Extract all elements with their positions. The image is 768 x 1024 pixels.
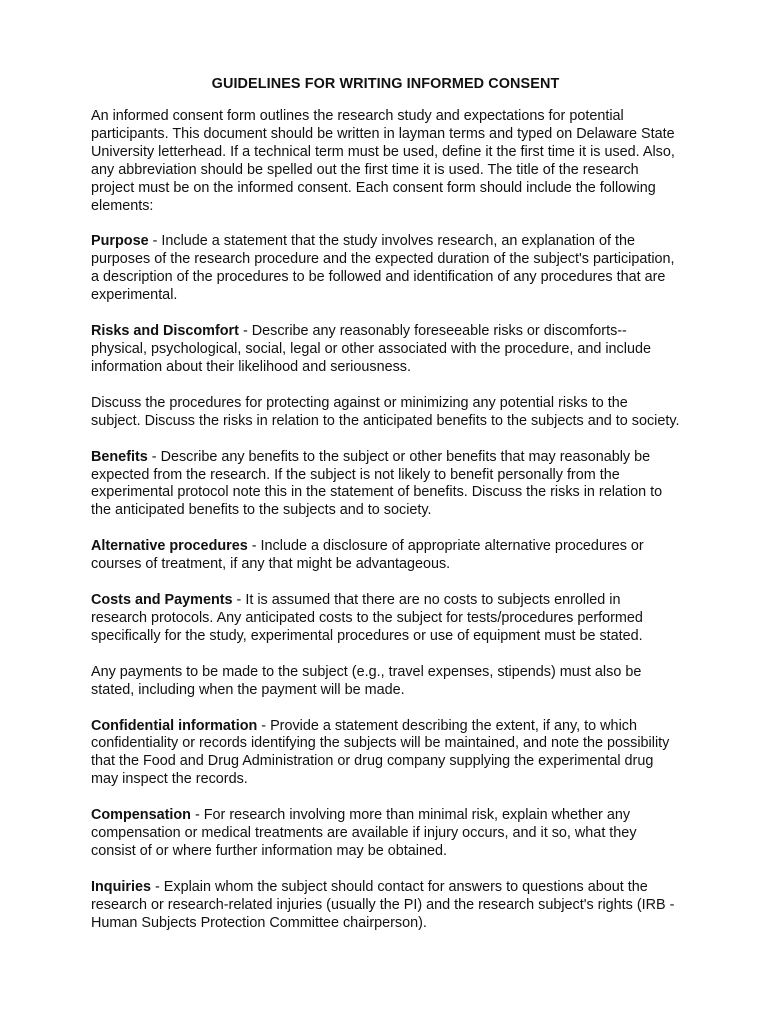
inquiries-section <box>91 879 680 933</box>
confidential-section <box>91 718 680 790</box>
costs-section <box>91 592 680 646</box>
risks-text: - Describe any reasonably foreseeable risks or discomforts--physical, psychological, social, legal or other associated with the procedure, and include information about their likelihood and seriousness. <box>91 323 651 375</box>
purpose-heading: Purpose <box>91 233 149 250</box>
benefits-heading: Benefits <box>91 448 148 465</box>
inquiries-heading: Inquiries <box>91 878 151 895</box>
compensation-section <box>91 807 680 861</box>
alternatives-text: - Include a disclosure of appropriate alternative procedures or courses of treatment, if any that might be advantageous. <box>91 538 644 573</box>
compensation-heading: Compensation <box>91 807 191 824</box>
purpose-text: - Include a statement that the study involves research, an explanation of the purposes of the research procedure and the expected duration of the subject's participation, a description of the procedures to be followed and identification of any procedures that are experimental. <box>91 233 675 304</box>
risks-protection-paragraph: Discuss the procedures for protecting against or minimizing any potential risks to the subject. Discuss the risks in relation to the anticipated benefits to the subjects and to society. <box>91 394 680 429</box>
document-title: GUIDELINES FOR WRITING INFORMED CONSENT <box>211 76 560 92</box>
alternatives-heading: Alternative procedures <box>91 538 248 555</box>
inquiries-text: - Explain whom the subject should contact for answers to questions about the research or research-related injuries (usually the PI) and the research subject's rights (IRB - Human Subjects Protection Committee chairperson). <box>91 878 675 931</box>
costs-text: - It is assumed that there are no costs to subjects enrolled in research protocols. Any anticipated costs to the subject for tests/procedures performed specifically for the study, experimental procedures or use of equipment must be stated. <box>91 592 643 644</box>
costs-heading: Costs and Payments <box>91 592 233 609</box>
confidential-heading: Confidential information <box>91 717 258 734</box>
benefits-text: - Describe any benefits to the subject or other benefits that may reasonably be expected from the research. If the subject is not likely to benefit personally from the experimental protocol note this in the statement of benefits. Discuss the risks in relation to the anticipated benefits to the subjects and to society. <box>91 448 663 519</box>
risks-section <box>91 323 680 377</box>
intro-paragraph: An informed consent form outlines the research study and expectations for potential participants. This document should be written in layman terms and typed on Delaware State University letterhead. If a technical term must be used, define it the first time it is used. Also, any abbreviation should be spelled out the first time it is used. The title of the research project must be on the informed consent. Each consent form should include the following elements: <box>91 108 675 214</box>
confidential-text: - Provide a statement describing the extent, if any, to which confidentiality or records identifying the subjects will be maintained, and note the possibility that the Food and Drug Administration or drug company supplying the experimental drug may inspect the records. <box>91 717 670 788</box>
benefits-section <box>91 449 680 521</box>
risks-heading: Risks and Discomfort <box>91 323 239 340</box>
payments-paragraph: Any payments to be made to the subject (e.g., travel expenses, stipends) must also be stated, including when the payment will be made. <box>91 663 642 698</box>
compensation-text: - For research involving more than minimal risk, explain whether any compensation or medical treatments are available if injury occurs, and it so, what they consist of or where further information may be obtained. <box>91 807 637 859</box>
alternatives-section <box>91 538 680 574</box>
purpose-section <box>91 233 680 305</box>
